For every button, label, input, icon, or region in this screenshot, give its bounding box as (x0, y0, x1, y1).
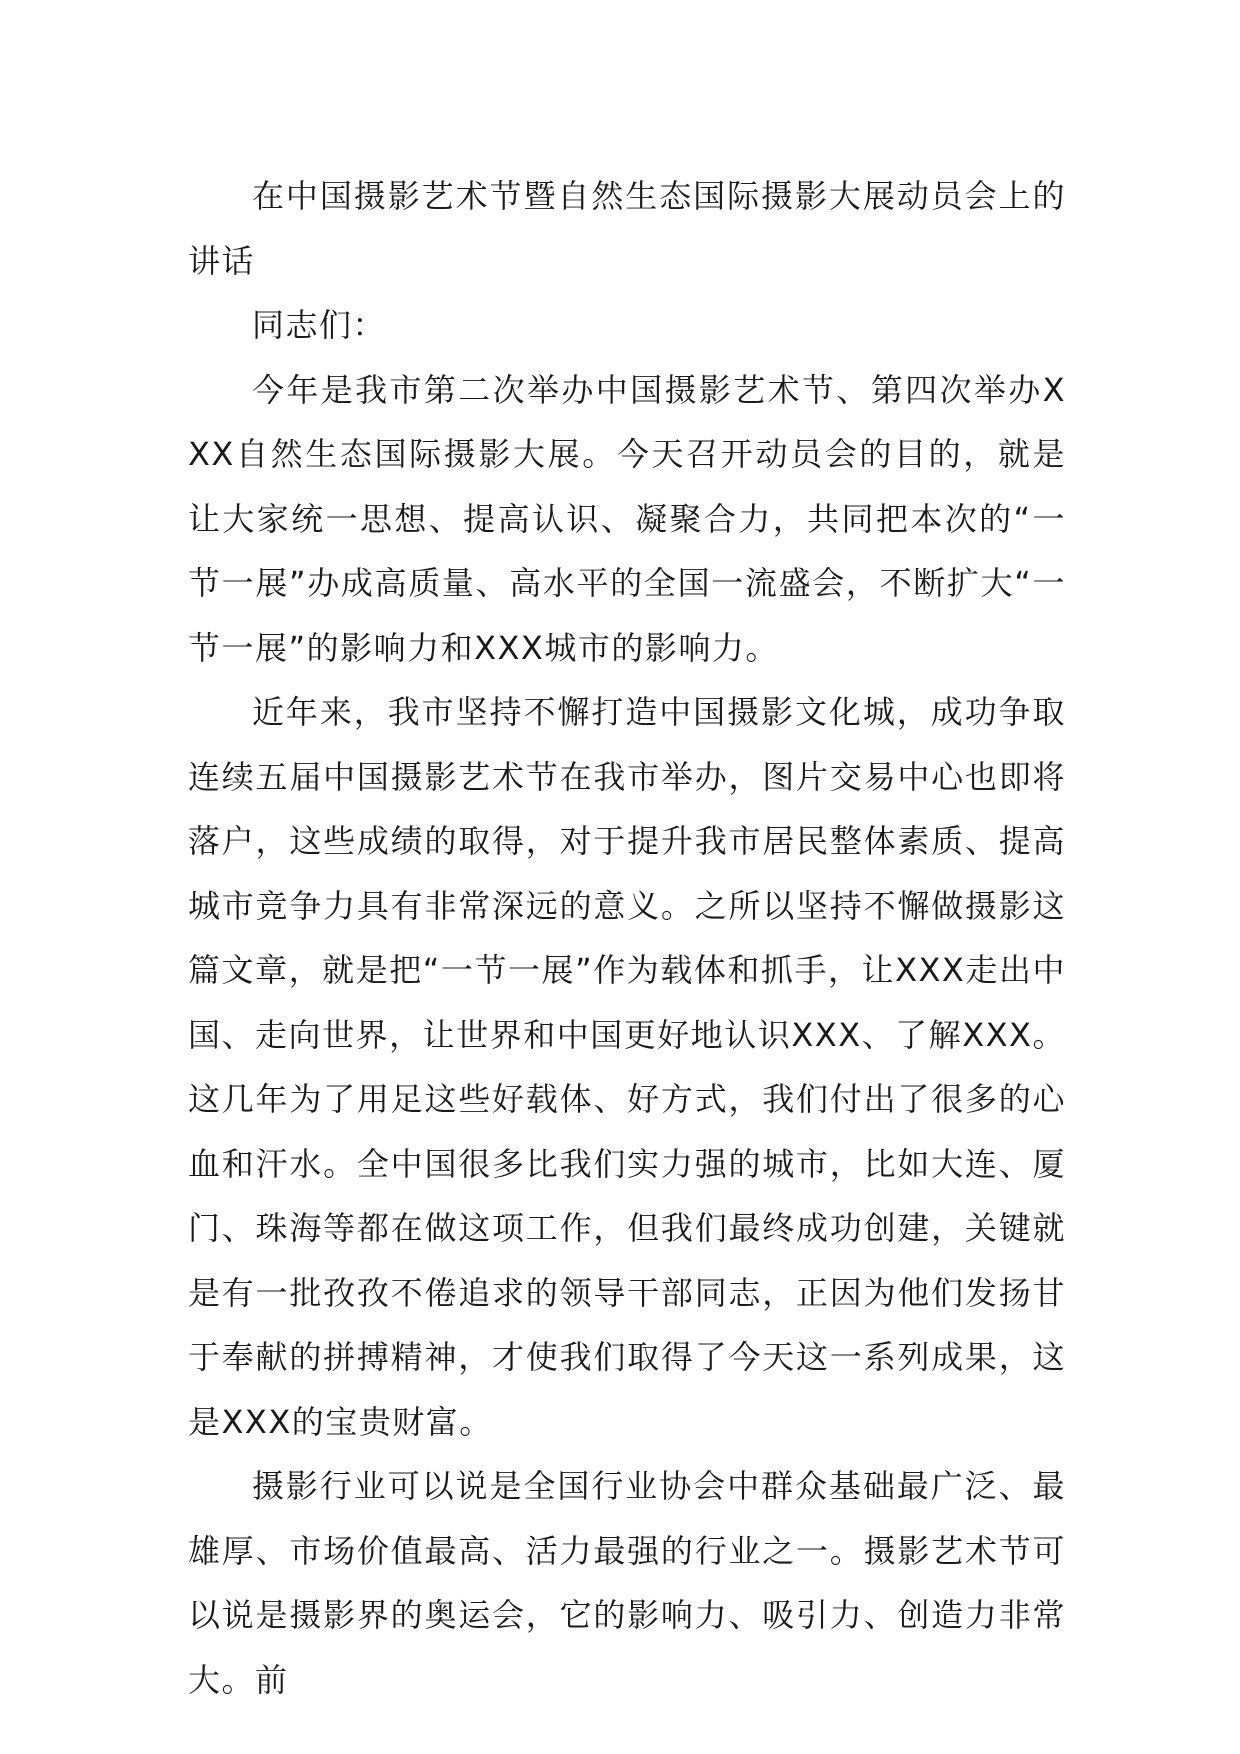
salutation: 同志们： (252, 306, 387, 344)
paragraph-2: 近年来，我市坚持不懈打造中国摄影文化城，成功争取连续五届中国摄影艺术节在我市举办，图片交易中心也即将落户，这些成绩的取得，对于提升我市居民整体素质、提高城市竞争力具有非常深远的意义。之所以坚持不懈做摄影这篇文章，就是把“一节一展”作为载体和抓手，让XXX走出中国、走向世界，让世界和中国更好地认识XXX、了解XXX。这几年为了用足这些好载体、好方式，我们付出了很多的心血和汗水。全中国很多比我们实力强的城市，比如大连、厦门、珠海等都在做这项工作，但我们最终成功创建，关键就是有一批孜孜不倦追求的领导干部同志，正因为他们发扬甘于奉献的拼搏精神，才使我们取得了今天这一系列成果，这是XXX的宝贵财富。 (188, 693, 1066, 1441)
document-title: 在中国摄影艺术节暨自然生态国际摄影大展动员会上的讲话 (188, 177, 1066, 280)
paragraph-3: 摄影行业可以说是全国行业协会中群众基础最广泛、最雄厚、市场价值最高、活力最强的行业之一。摄影艺术节可以说是摄影界的奥运会，它的影响力、吸引力、创造力非常大。前 (188, 1467, 1066, 1699)
document-page (188, 164, 1066, 1712)
paragraph-1: 今年是我市第二次举办中国摄影艺术节、第四次举办XXX自然生态国际摄影大展。今天召开动员会的目的，就是让大家统一思想、提高认识、凝聚合力，共同把本次的“一节一展”办成高质量、高水平的全国一流盛会，不断扩大“一节一展”的影响力和XXX城市的影响力。 (188, 370, 1066, 667)
